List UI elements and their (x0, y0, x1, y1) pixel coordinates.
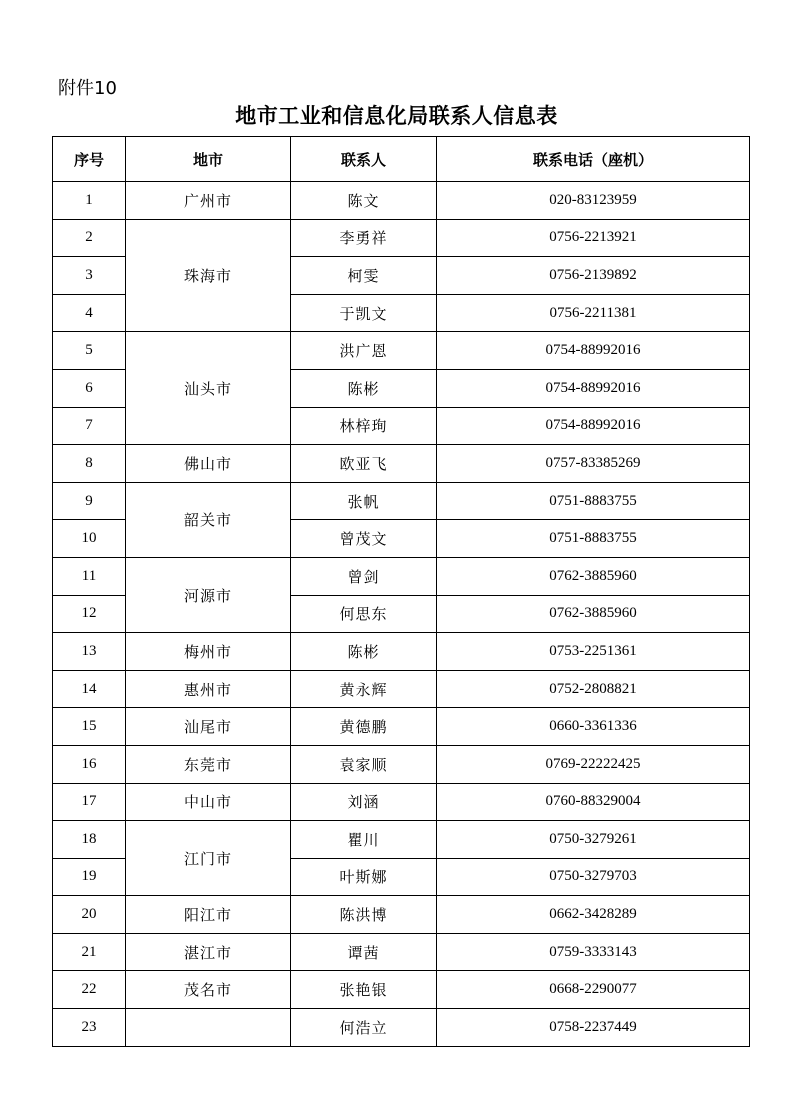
row-contact-name: 林梓珣 (291, 407, 437, 445)
row-phone: 0750-3279703 (437, 858, 750, 896)
table-row (53, 783, 750, 821)
row-phone: 0752-2808821 (437, 670, 750, 708)
row-contact-name: 黄德鹏 (291, 708, 437, 746)
table-row (53, 896, 750, 934)
row-index: 11 (53, 557, 126, 595)
row-index: 3 (53, 257, 126, 295)
row-city: 江门市 (126, 821, 291, 896)
row-contact-name: 陈彬 (291, 369, 437, 407)
row-index: 20 (53, 896, 126, 934)
row-index: 9 (53, 482, 126, 520)
row-index: 18 (53, 821, 126, 859)
row-index: 7 (53, 407, 126, 445)
row-city: 广州市 (126, 182, 291, 220)
header-phone: 联系电话（座机） (437, 137, 750, 182)
row-city: 阳江市 (126, 896, 291, 934)
row-contact-name: 曾剑 (291, 557, 437, 595)
row-index: 5 (53, 332, 126, 370)
row-city: 韶关市 (126, 482, 291, 557)
row-city: 湛江市 (126, 933, 291, 971)
row-index: 23 (53, 1009, 126, 1047)
row-contact-name: 谭茜 (291, 933, 437, 971)
row-phone: 0756-2213921 (437, 219, 750, 257)
row-contact-name: 叶斯娜 (291, 858, 437, 896)
row-contact-name: 何思东 (291, 595, 437, 633)
table-header-row (53, 137, 750, 182)
table-row (53, 708, 750, 746)
row-contact-name: 何浩立 (291, 1009, 437, 1047)
contacts-table (52, 136, 750, 1047)
row-phone: 0756-2139892 (437, 257, 750, 295)
table-row (53, 219, 750, 257)
header-contact: 联系人 (291, 137, 437, 182)
row-index: 10 (53, 520, 126, 558)
row-city: 河源市 (126, 557, 291, 632)
row-phone: 0769-22222425 (437, 745, 750, 783)
row-phone: 0753-2251361 (437, 633, 750, 671)
row-phone: 0757-83385269 (437, 445, 750, 483)
row-contact-name: 张艳银 (291, 971, 437, 1009)
row-phone: 0662-3428289 (437, 896, 750, 934)
table-row (53, 933, 750, 971)
row-phone: 0754-88992016 (437, 407, 750, 445)
row-index: 19 (53, 858, 126, 896)
table-row (53, 821, 750, 859)
table-row (53, 482, 750, 520)
row-phone: 0759-3333143 (437, 933, 750, 971)
table-row (53, 745, 750, 783)
header-city: 地市 (126, 137, 291, 182)
row-city: 佛山市 (126, 445, 291, 483)
row-city (126, 1009, 291, 1047)
row-contact-name: 曾茂文 (291, 520, 437, 558)
row-phone: 0750-3279261 (437, 821, 750, 859)
row-city: 茂名市 (126, 971, 291, 1009)
row-contact-name: 瞿川 (291, 821, 437, 859)
row-phone: 0751-8883755 (437, 520, 750, 558)
row-city: 珠海市 (126, 219, 291, 332)
row-index: 17 (53, 783, 126, 821)
row-index: 8 (53, 445, 126, 483)
row-contact-name: 陈彬 (291, 633, 437, 671)
row-index: 6 (53, 369, 126, 407)
row-index: 15 (53, 708, 126, 746)
table-row (53, 633, 750, 671)
row-city: 梅州市 (126, 633, 291, 671)
row-phone: 0668-2290077 (437, 971, 750, 1009)
row-phone: 0758-2237449 (437, 1009, 750, 1047)
row-phone: 0754-88992016 (437, 332, 750, 370)
row-phone: 020-83123959 (437, 182, 750, 220)
row-index: 4 (53, 294, 126, 332)
row-contact-name: 黄永辉 (291, 670, 437, 708)
row-phone: 0760-88329004 (437, 783, 750, 821)
table-row (53, 332, 750, 370)
row-index: 2 (53, 219, 126, 257)
row-city: 惠州市 (126, 670, 291, 708)
row-index: 16 (53, 745, 126, 783)
row-city: 东莞市 (126, 745, 291, 783)
table-row (53, 971, 750, 1009)
row-contact-name: 李勇祥 (291, 219, 437, 257)
row-contact-name: 欧亚飞 (291, 445, 437, 483)
row-phone: 0762-3885960 (437, 595, 750, 633)
header-index: 序号 (53, 137, 126, 182)
table-row (53, 1009, 750, 1047)
page-title: 地市工业和信息化局联系人信息表 (235, 103, 558, 128)
row-city: 中山市 (126, 783, 291, 821)
row-index: 21 (53, 933, 126, 971)
table-row (53, 670, 750, 708)
row-contact-name: 陈洪博 (291, 896, 437, 934)
row-phone: 0756-2211381 (437, 294, 750, 332)
table-row (53, 182, 750, 220)
row-index: 13 (53, 633, 126, 671)
row-index: 12 (53, 595, 126, 633)
row-contact-name: 张帆 (291, 482, 437, 520)
table-row (53, 445, 750, 483)
row-phone: 0660-3361336 (437, 708, 750, 746)
row-phone: 0754-88992016 (437, 369, 750, 407)
row-phone: 0751-8883755 (437, 482, 750, 520)
table-body (53, 182, 750, 1047)
table-row (53, 557, 750, 595)
row-index: 1 (53, 182, 126, 220)
row-contact-name: 洪广恩 (291, 332, 437, 370)
row-contact-name: 于凯文 (291, 294, 437, 332)
attachment-label: 附件10 (58, 78, 117, 99)
row-contact-name: 刘涵 (291, 783, 437, 821)
row-contact-name: 袁家顺 (291, 745, 437, 783)
row-index: 14 (53, 670, 126, 708)
row-contact-name: 陈文 (291, 182, 437, 220)
row-index: 22 (53, 971, 126, 1009)
row-city: 汕尾市 (126, 708, 291, 746)
row-phone: 0762-3885960 (437, 557, 750, 595)
row-city: 汕头市 (126, 332, 291, 445)
row-contact-name: 柯雯 (291, 257, 437, 295)
